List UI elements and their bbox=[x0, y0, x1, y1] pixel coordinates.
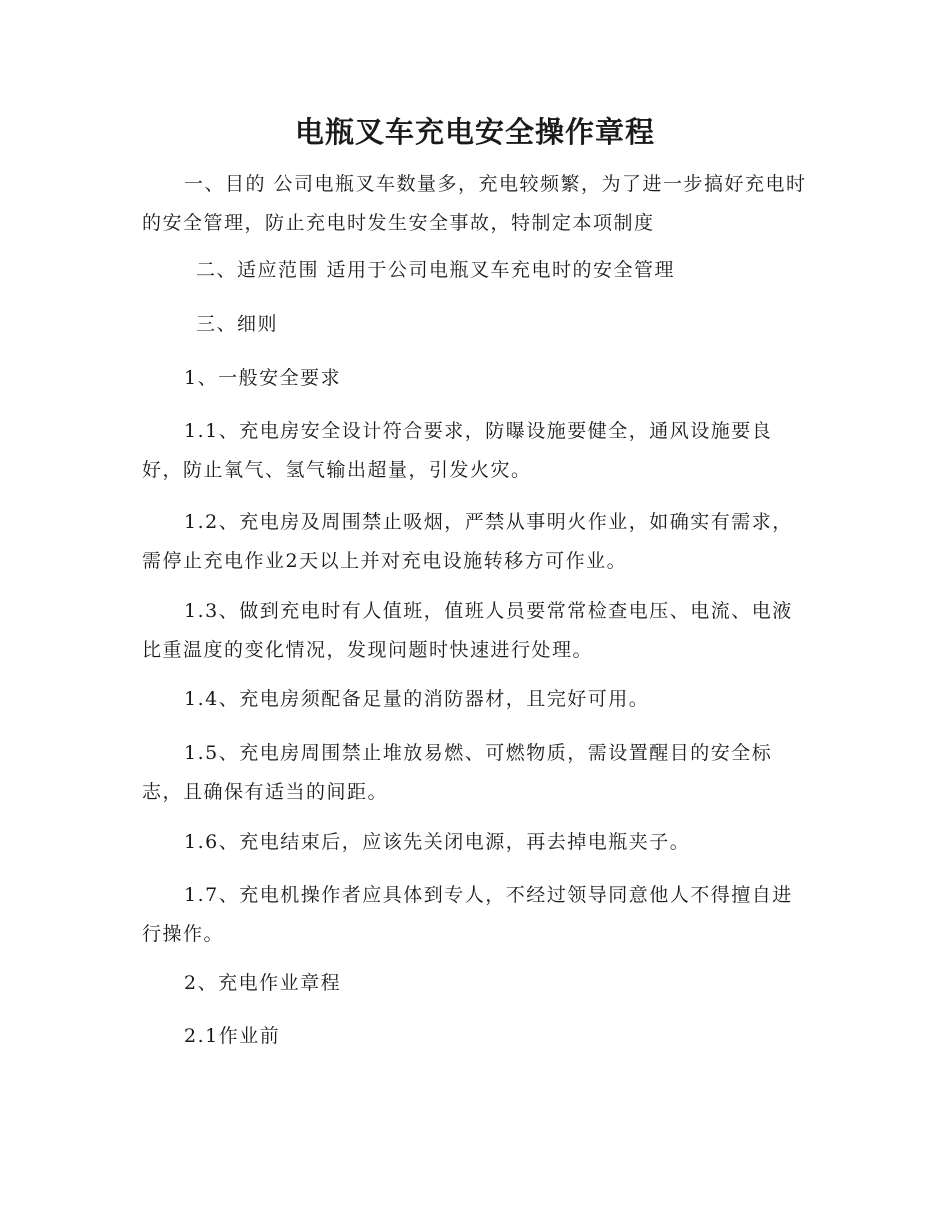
paragraph-1-6: 1.6、充电结束后，应该先关闭电源，再去掉电瓶夹子。 bbox=[184, 831, 691, 853]
paragraph-scope: 二、适应范围 适用于公司电瓶叉车充电时的安全管理 bbox=[196, 259, 676, 281]
paragraph-1-3: 1.3、做到充电时有人值班，值班人员要常常检查电压、电流、电液比重温度的变化情况，发现问题时快速进行处理。 bbox=[142, 600, 793, 661]
paragraph-purpose: 一、目的 公司电瓶叉车数量多，充电较频繁，为了进一步搞好充电时的安全管理，防止充电时发生安全事故，特制定本项制度 bbox=[142, 173, 807, 234]
document-title: 电瓶叉车充电安全操作章程 bbox=[294, 115, 655, 149]
paragraph-details-heading: 三、细则 bbox=[196, 313, 279, 335]
paragraph-1-4: 1.4、充电房须配备足量的消防器材，且完好可用。 bbox=[184, 688, 650, 710]
paragraph-section-1: 1、一般安全要求 bbox=[184, 367, 342, 389]
paragraph-1-2: 1.2、充电房及周围禁止吸烟，严禁从事明火作业，如确实有需求，需停止充电作业2天以上并对充电设施转移方可作业。 bbox=[142, 511, 793, 572]
paragraph-1-5: 1.5、充电房周围禁止堆放易燃、可燃物质，需设置醒目的安全标志，且确保有适当的间距。 bbox=[142, 742, 773, 803]
paragraph-2-1: 2.1作业前 bbox=[184, 1025, 281, 1047]
paragraph-1-7: 1.7、充电机操作者应具体到专人，不经过领导同意他人不得擅自进行操作。 bbox=[142, 884, 793, 945]
paragraph-section-2: 2、充电作业章程 bbox=[184, 972, 342, 994]
paragraph-1-1: 1.1、充电房安全设计符合要求，防曝设施要健全，通风设施要良好，防止氧气、氢气输出超量，引发火灾。 bbox=[142, 420, 773, 481]
